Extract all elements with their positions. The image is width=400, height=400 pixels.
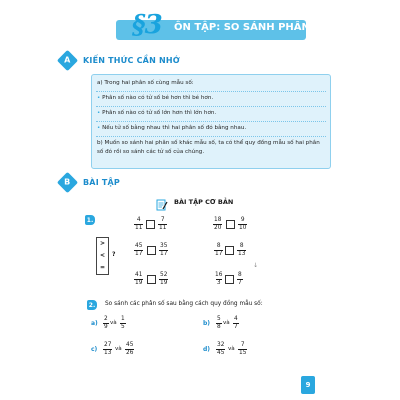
- fraction: $\frac{41}{19}$: [135, 272, 143, 286]
- page-number: 9: [301, 376, 315, 394]
- and-text: và: [110, 320, 117, 326]
- fraction: $\frac{32}{45}$: [217, 342, 225, 356]
- item-b-label: b): [203, 320, 211, 327]
- divider: [96, 121, 326, 122]
- divider: [96, 91, 326, 92]
- question-mark: ?: [112, 251, 116, 258]
- fraction: $\frac{7}{11}$: [159, 217, 167, 231]
- answer-box[interactable]: [147, 275, 156, 284]
- answer-box[interactable]: [225, 275, 234, 284]
- equal-symbol: =: [99, 264, 106, 271]
- fraction: $\frac{9}{10}$: [239, 217, 247, 231]
- fraction: $\frac{45}{17}$: [135, 243, 143, 257]
- fraction: $\frac{45}{26}$: [126, 342, 134, 356]
- item-a-label: a): [91, 320, 98, 327]
- fraction: $\frac{8}{7}$: [238, 272, 242, 286]
- notebook-pencil-icon: [156, 196, 168, 208]
- item-c-label: c): [91, 346, 98, 353]
- answer-box[interactable]: [225, 246, 234, 255]
- exercise-2-badge: 2.: [88, 301, 96, 309]
- lesson-number: §3: [132, 10, 162, 40]
- fraction: $\frac{52}{19}$: [160, 272, 168, 286]
- answer-box[interactable]: [146, 220, 155, 229]
- basic-exercises-heading: [156, 196, 233, 208]
- knowledge-bullet-3: • Nếu tử số bằng nhau thì hai phân số đó bằng nhau.: [97, 125, 247, 131]
- fraction: $\frac{7}{15}$: [239, 342, 247, 356]
- knowledge-b: b) Muốn so sánh hai phân số khác mẫu số, ta có thể quy đồng mẫu số hai phân số đó rồi so sánh các tử số của chúng.: [97, 140, 320, 155]
- greater-symbol: >: [99, 240, 106, 247]
- bullet-icon: •: [97, 95, 101, 101]
- basic-exercises-title: BÀI TẬP CƠ BẢN: [174, 198, 234, 206]
- exercise-2-instruction: So sánh các phân số sau bằng cách quy đồng mẫu số:: [105, 301, 263, 307]
- lesson-title: ÔN TẬP: SO SÁNH PHÂN SỐ: [174, 22, 330, 33]
- section-a-title: KIẾN THỨC CẦN NHỚ: [83, 55, 180, 65]
- and-text: và: [228, 346, 235, 352]
- less-symbol: <: [99, 252, 106, 259]
- knowledge-bullet-1: • Phân số nào có tử số bé hơn thì bé hơn.: [97, 95, 214, 101]
- knowledge-a: a) Trong hai phân số cùng mẫu số:: [97, 80, 194, 86]
- fraction: $\frac{8}{17}$: [215, 243, 223, 257]
- fraction: $\frac{4}{7}$: [234, 316, 238, 330]
- cursor-mark: ↓: [253, 262, 259, 269]
- section-b-heading: [60, 174, 120, 190]
- bullet-icon: •: [97, 125, 101, 131]
- knowledge-box: [91, 74, 331, 169]
- section-b-icon: B: [57, 171, 78, 192]
- answer-box[interactable]: [226, 220, 235, 229]
- divider: [96, 106, 326, 107]
- section-a-icon: A: [57, 49, 78, 70]
- knowledge-bullet-2: • Phân số nào có tử số lớn hơn thì lớn hơn.: [97, 110, 217, 116]
- fraction: $\frac{4}{11}$: [135, 217, 143, 231]
- divider: [96, 136, 326, 137]
- fraction: $\frac{16}{3}$: [215, 272, 223, 286]
- and-text: và: [115, 346, 122, 352]
- fraction: $\frac{27}{13}$: [104, 342, 112, 356]
- section-a-heading: [60, 52, 180, 68]
- bullet-icon: •: [97, 110, 101, 116]
- section-b-title: BÀI TẬP: [83, 177, 120, 187]
- fraction: $\frac{35}{17}$: [160, 243, 168, 257]
- title-banner: [96, 8, 330, 42]
- item-d-label: d): [203, 346, 211, 353]
- answer-box[interactable]: [147, 246, 156, 255]
- fraction: $\frac{2}{9}$: [104, 316, 108, 330]
- symbol-box: [96, 237, 109, 275]
- fraction: $\frac{8}{13}$: [238, 243, 246, 257]
- exercise-1-badge: 1.: [86, 216, 94, 224]
- and-text: và: [223, 320, 230, 326]
- fraction: $\frac{5}{8}$: [217, 316, 221, 330]
- fraction: $\frac{18}{20}$: [214, 217, 222, 231]
- fraction: $\frac{1}{5}$: [121, 316, 125, 330]
